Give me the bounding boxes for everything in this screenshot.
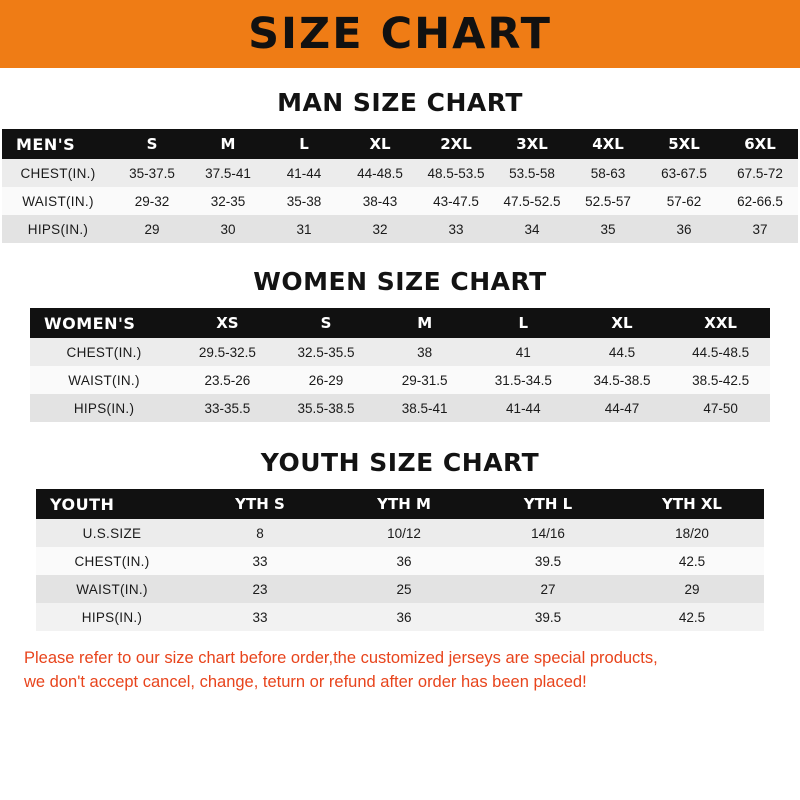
cell: 29-31.5 — [375, 366, 474, 394]
cell: 37 — [722, 215, 798, 243]
cell: 38-43 — [342, 187, 418, 215]
column-header: 3XL — [494, 129, 570, 159]
cell: 35-37.5 — [114, 159, 190, 187]
cell: 41 — [474, 338, 573, 366]
table-row — [2, 215, 798, 243]
row-label: HIPS(IN.) — [30, 394, 178, 422]
table-row — [36, 603, 764, 631]
footer-note — [24, 647, 776, 695]
column-header: MEN'S — [2, 129, 114, 159]
cell: 47-50 — [671, 394, 770, 422]
cell: 39.5 — [476, 547, 620, 575]
cell: 39.5 — [476, 603, 620, 631]
cell: 38.5-41 — [375, 394, 474, 422]
cell: 38.5-42.5 — [671, 366, 770, 394]
table-row — [36, 519, 764, 547]
row-label: WAIST(IN.) — [2, 187, 114, 215]
row-label: CHEST(IN.) — [30, 338, 178, 366]
cell: 33 — [188, 547, 332, 575]
cell: 36 — [332, 603, 476, 631]
cell: 34.5-38.5 — [573, 366, 672, 394]
cell: 31 — [266, 215, 342, 243]
column-header: WOMEN'S — [30, 308, 178, 338]
cell: 35 — [570, 215, 646, 243]
table-row — [2, 187, 798, 215]
cell: 38 — [375, 338, 474, 366]
cell: 35.5-38.5 — [277, 394, 376, 422]
footer-note-line-2: we don't accept cancel, change, teturn or refund after order has been placed! — [24, 672, 587, 691]
page-banner — [0, 0, 800, 68]
men-size-table — [2, 129, 798, 243]
cell: 31.5-34.5 — [474, 366, 573, 394]
youth-section-title: YOUTH SIZE CHART — [260, 448, 540, 477]
column-header: S — [114, 129, 190, 159]
row-label: WAIST(IN.) — [36, 575, 188, 603]
cell: 29 — [620, 575, 764, 603]
cell: 44-48.5 — [342, 159, 418, 187]
cell: 44-47 — [573, 394, 672, 422]
women-size-table — [30, 308, 770, 422]
row-label: HIPS(IN.) — [2, 215, 114, 243]
row-label: WAIST(IN.) — [30, 366, 178, 394]
cell: 33-35.5 — [178, 394, 277, 422]
cell: 42.5 — [620, 547, 764, 575]
cell: 8 — [188, 519, 332, 547]
cell: 42.5 — [620, 603, 764, 631]
table-row — [36, 575, 764, 603]
cell: 67.5-72 — [722, 159, 798, 187]
page-title: SIZE CHART — [248, 8, 552, 59]
table-header-row — [30, 308, 770, 338]
table-row — [2, 159, 798, 187]
row-label: CHEST(IN.) — [2, 159, 114, 187]
cell: 53.5-58 — [494, 159, 570, 187]
column-header: 5XL — [646, 129, 722, 159]
table-header-row — [2, 129, 798, 159]
row-label: CHEST(IN.) — [36, 547, 188, 575]
column-header: 6XL — [722, 129, 798, 159]
cell: 23.5-26 — [178, 366, 277, 394]
cell: 10/12 — [332, 519, 476, 547]
table-header-row — [36, 489, 764, 519]
column-header: 2XL — [418, 129, 494, 159]
column-header: YTH XL — [620, 489, 764, 519]
column-header: L — [474, 308, 573, 338]
youth-size-table — [36, 489, 764, 631]
cell: 48.5-53.5 — [418, 159, 494, 187]
table-row — [30, 338, 770, 366]
column-header: YOUTH — [36, 489, 188, 519]
column-header: M — [190, 129, 266, 159]
column-header: 4XL — [570, 129, 646, 159]
column-header: M — [375, 308, 474, 338]
cell: 33 — [418, 215, 494, 243]
column-header: XS — [178, 308, 277, 338]
table-row — [30, 366, 770, 394]
cell: 44.5-48.5 — [671, 338, 770, 366]
column-header: XXL — [671, 308, 770, 338]
cell: 41-44 — [474, 394, 573, 422]
cell: 63-67.5 — [646, 159, 722, 187]
cell: 29 — [114, 215, 190, 243]
cell: 18/20 — [620, 519, 764, 547]
cell: 23 — [188, 575, 332, 603]
cell: 32.5-35.5 — [277, 338, 376, 366]
cell: 36 — [332, 547, 476, 575]
cell: 32-35 — [190, 187, 266, 215]
cell: 52.5-57 — [570, 187, 646, 215]
cell: 43-47.5 — [418, 187, 494, 215]
cell: 27 — [476, 575, 620, 603]
cell: 57-62 — [646, 187, 722, 215]
cell: 29.5-32.5 — [178, 338, 277, 366]
table-row — [30, 394, 770, 422]
men-section-title: MAN SIZE CHART — [277, 88, 523, 117]
column-header: L — [266, 129, 342, 159]
row-label: U.S.SIZE — [36, 519, 188, 547]
cell: 29-32 — [114, 187, 190, 215]
cell: 14/16 — [476, 519, 620, 547]
cell: 62-66.5 — [722, 187, 798, 215]
cell: 47.5-52.5 — [494, 187, 570, 215]
table-row — [36, 547, 764, 575]
cell: 33 — [188, 603, 332, 631]
column-header: YTH S — [188, 489, 332, 519]
cell: 36 — [646, 215, 722, 243]
column-header: YTH L — [476, 489, 620, 519]
cell: 25 — [332, 575, 476, 603]
cell: 37.5-41 — [190, 159, 266, 187]
cell: 35-38 — [266, 187, 342, 215]
women-section-title: WOMEN SIZE CHART — [253, 267, 547, 296]
cell: 26-29 — [277, 366, 376, 394]
cell: 41-44 — [266, 159, 342, 187]
column-header: S — [277, 308, 376, 338]
footer-note-line-1: Please refer to our size chart before order,the customized jerseys are special products, — [24, 649, 658, 667]
column-header: XL — [342, 129, 418, 159]
cell: 58-63 — [570, 159, 646, 187]
row-label: HIPS(IN.) — [36, 603, 188, 631]
cell: 34 — [494, 215, 570, 243]
column-header: YTH M — [332, 489, 476, 519]
cell: 32 — [342, 215, 418, 243]
cell: 44.5 — [573, 338, 672, 366]
cell: 30 — [190, 215, 266, 243]
column-header: XL — [573, 308, 672, 338]
